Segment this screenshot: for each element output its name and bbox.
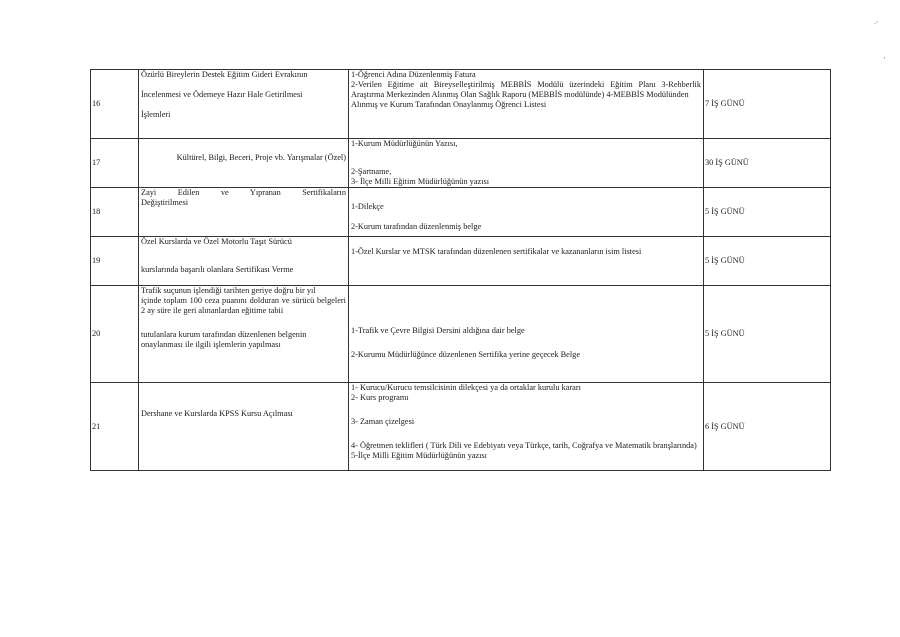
service-line: kurslarında başarılı olanlara Sertifikası Verme: [141, 265, 294, 274]
document-line: Araştırma Merkezinden Alınmış Olan Sağlık Raporu (MEBBİS modülünde) 4-MEBBİS Modülünden: [351, 90, 689, 99]
row-number: 20: [91, 286, 139, 383]
table-row: [91, 139, 831, 188]
row-number: 19: [91, 237, 139, 286]
document-line: 4- Öğretmen teklifleri ( Türk Dili ve Edebiyatı veya Türkçe, tarih, Coğrafya ve Matematik branşlarında) 5-İlçe Milli Eğitim Müdürlüğünün yazısı: [351, 441, 697, 460]
service-line: tutulanlara kurum tarafından düzenlenen belgenin onaylanması ile ilgili işlemlerin yapılması: [141, 330, 307, 349]
completion-time: 30 İŞ GÜNÜ: [704, 139, 831, 188]
document-line: 2-Kurumu Müdürlüğünce düzenlenen Sertifika yerine geçecek Belge: [351, 350, 580, 359]
service-name-cell: [139, 383, 349, 471]
completion-time: 7 İŞ GÜNÜ: [704, 70, 831, 139]
service-line: Zayi Edilen ve Yıpranan Sertifikaların: [141, 188, 346, 197]
service-line: İncelenmesi ve Ödemeye Hazır Hale Getirilmesi: [141, 90, 303, 99]
service-line: Özel Kurslarda ve Özel Motorlu Taşıt Sürücü: [141, 237, 292, 246]
service-name-cell: [139, 70, 349, 139]
document-line: 1-Dilekçe: [351, 202, 384, 211]
table-row: [91, 70, 831, 139]
service-line: Değiştirilmesi: [141, 198, 189, 207]
service-line: Kültürel, Bilgi, Beceri, Proje vb. Yarışmalar (Özel): [176, 153, 346, 162]
completion-time: 5 İŞ GÜNÜ: [704, 286, 831, 383]
corner-mark-top: ·': [874, 20, 878, 28]
document-line: 2-Şartname,: [351, 167, 392, 176]
required-documents-cell: [349, 286, 704, 383]
document-line: 2-Kurum tarafından düzenlenmiş belge: [351, 222, 482, 231]
services-table: [90, 69, 831, 471]
document-line: 1-Özel Kurslar ve MTSK tarafından düzenlenen sertifikalar ve kazananların isim listesi: [351, 247, 642, 256]
required-documents-cell: [349, 188, 704, 237]
document-line: 2- Kurs programı: [351, 393, 409, 402]
table-row: [91, 237, 831, 286]
required-documents-cell: [349, 237, 704, 286]
service-line: Trafik suçunun işlendiği tarihten geriye doğru bir yıl: [141, 286, 316, 295]
document-line: 1-Kurum Müdürlüğünün Yazısı,: [351, 139, 458, 148]
row-number: 18: [91, 188, 139, 237]
required-documents-cell: [349, 139, 704, 188]
service-line: Özürlü Bireylerin Destek Eğitim Gideri Evrakının: [141, 70, 308, 79]
document-line: 1- Kurucu/Kurucu temsilcisinin dilekçesi ya da ortaklar kurulu kararı: [351, 383, 581, 392]
service-line: Dershane ve Kurslarda KPSS Kursu Açılması: [141, 409, 293, 418]
completion-time: 6 İŞ GÜNÜ: [704, 383, 831, 471]
document-line: 1-Öğrenci Adına Düzenlenmiş Fatura: [351, 70, 476, 79]
document-line: 3- Zaman çizelgesi: [351, 417, 415, 426]
document-line: Alınmış ve Kurum Tarafından Onaylanmış Öğrenci Listesi: [351, 100, 547, 109]
service-line: İşlemleri: [141, 110, 171, 119]
row-number: 21: [91, 383, 139, 471]
table-row: [91, 286, 831, 383]
required-documents-cell: [349, 383, 704, 471]
row-number: 17: [91, 139, 139, 188]
service-line: içinde toplam 100 ceza puanını dolduran ve sürücü belgeleri 2 ay süre ile geri alınanlardan eğitime tabii: [141, 296, 346, 315]
row-number: 16: [91, 70, 139, 139]
service-name-cell: [139, 237, 349, 286]
document-line: 3- İlçe Milli Eğitim Müdürlüğünün yazısı: [351, 177, 490, 186]
completion-time: 5 İŞ GÜNÜ: [704, 188, 831, 237]
required-documents-cell: [349, 70, 704, 139]
service-name-cell: [139, 286, 349, 383]
completion-time: 5 İŞ GÜNÜ: [704, 237, 831, 286]
table-row: [91, 383, 831, 471]
corner-mark-side: ': [884, 56, 886, 64]
service-name-cell: [139, 188, 349, 237]
service-name-cell: [139, 139, 349, 188]
document-line: 1-Trafik ve Çevre Bilgisi Dersini aldığına dair belge: [351, 326, 525, 335]
table-row: [91, 188, 831, 237]
document-line: 2-Verilen Eğitime ait Bireyselleştirilmiş MEBBİS Modülü üzerindeki Eğitim Planı 3-Rehberlik: [351, 80, 701, 89]
